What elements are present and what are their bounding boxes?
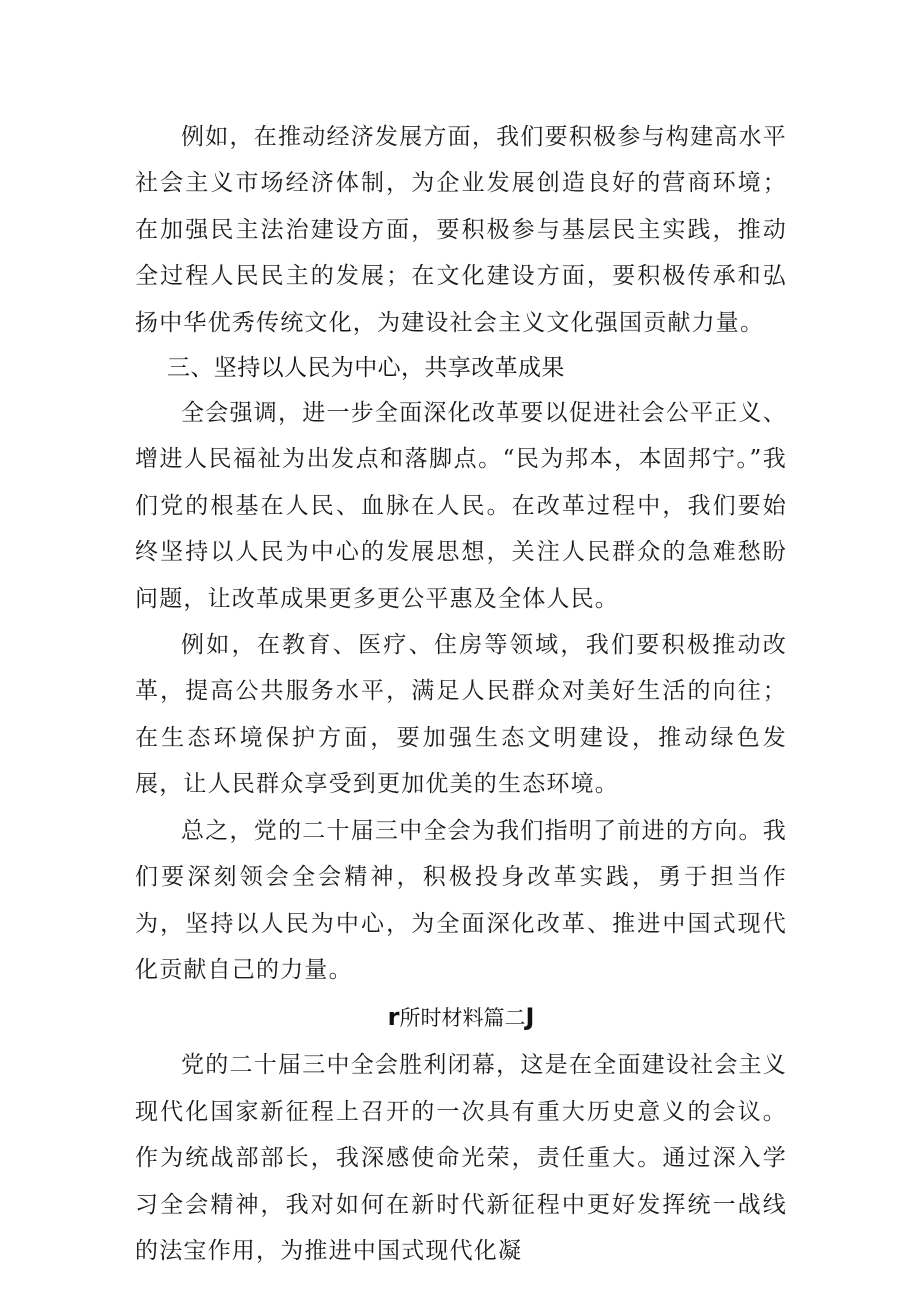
paragraph-public-service-example: 例如，在教育、医疗、住房等领域，我们要积极推动改革，提高公共服务水平，满足人民群众对美好生活的向往；在生态环境保护方面，要加强生态文明建设，推动绿色发展，让人民群众享受到更加优美的生态环境。 [135,632,787,798]
paragraph-plenary-emphasis: 全会强调，进一步全面深化改革要以促进社会公平正义、增进人民福祉为出发点和落脚点。“民为邦本，本固邦宁。”我们党的根基在人民、血脉在人民。在改革过程中，我们要始终坚持以人民为中心的发展思想，关注人民群众的急难愁盼问题，让改革成果更多更公平惠及全体人民。 [135,400,787,612]
subtitle-close-bracket: J [525,1003,535,1032]
subtitle-text: 所时材料篇二 [399,1006,526,1031]
paragraph-economy-example: 例如，在推动经济发展方面，我们要积极参与构建高水平社会主义市场经济体制，为企业发展创造良好的营商环境；在加强民主法治建设方面，要积极参与基层民主实践，推动全过程人民民主的发展；在文化建设方面，要积极传承和弘扬中华优秀传统文化，为建设社会主义文化强国贡献力量。 [135,124,787,336]
subtitle-open-bracket: r [387,1003,400,1032]
paragraph-part2-intro: 党的二十届三中全会胜利闭幕，这是在全面建设社会主义现代化国家新征程上召开的一次具有重大历史意义的会议。作为统战部部长，我深感使命光荣，责任重大。通过深入学习全会精神，我对如何在新时代新征程中更好发挥统一战线的法宝作用，为推进中国式现代化凝 [135,1052,787,1264]
paragraph-conclusion: 总之，党的二十届三中全会为我们指明了前进的方向。我们要深刻领会全会精神，积极投身改革实践，勇于担当作为，坚持以人民为中心，为全面深化改革、推进中国式现代化贡献自己的力量。 [135,817,787,983]
document-body [135,114,787,1274]
material-subtitle [135,993,787,1042]
section-heading-people-centered: 三、坚持以人民为中心，共享改革成果 [167,355,565,382]
